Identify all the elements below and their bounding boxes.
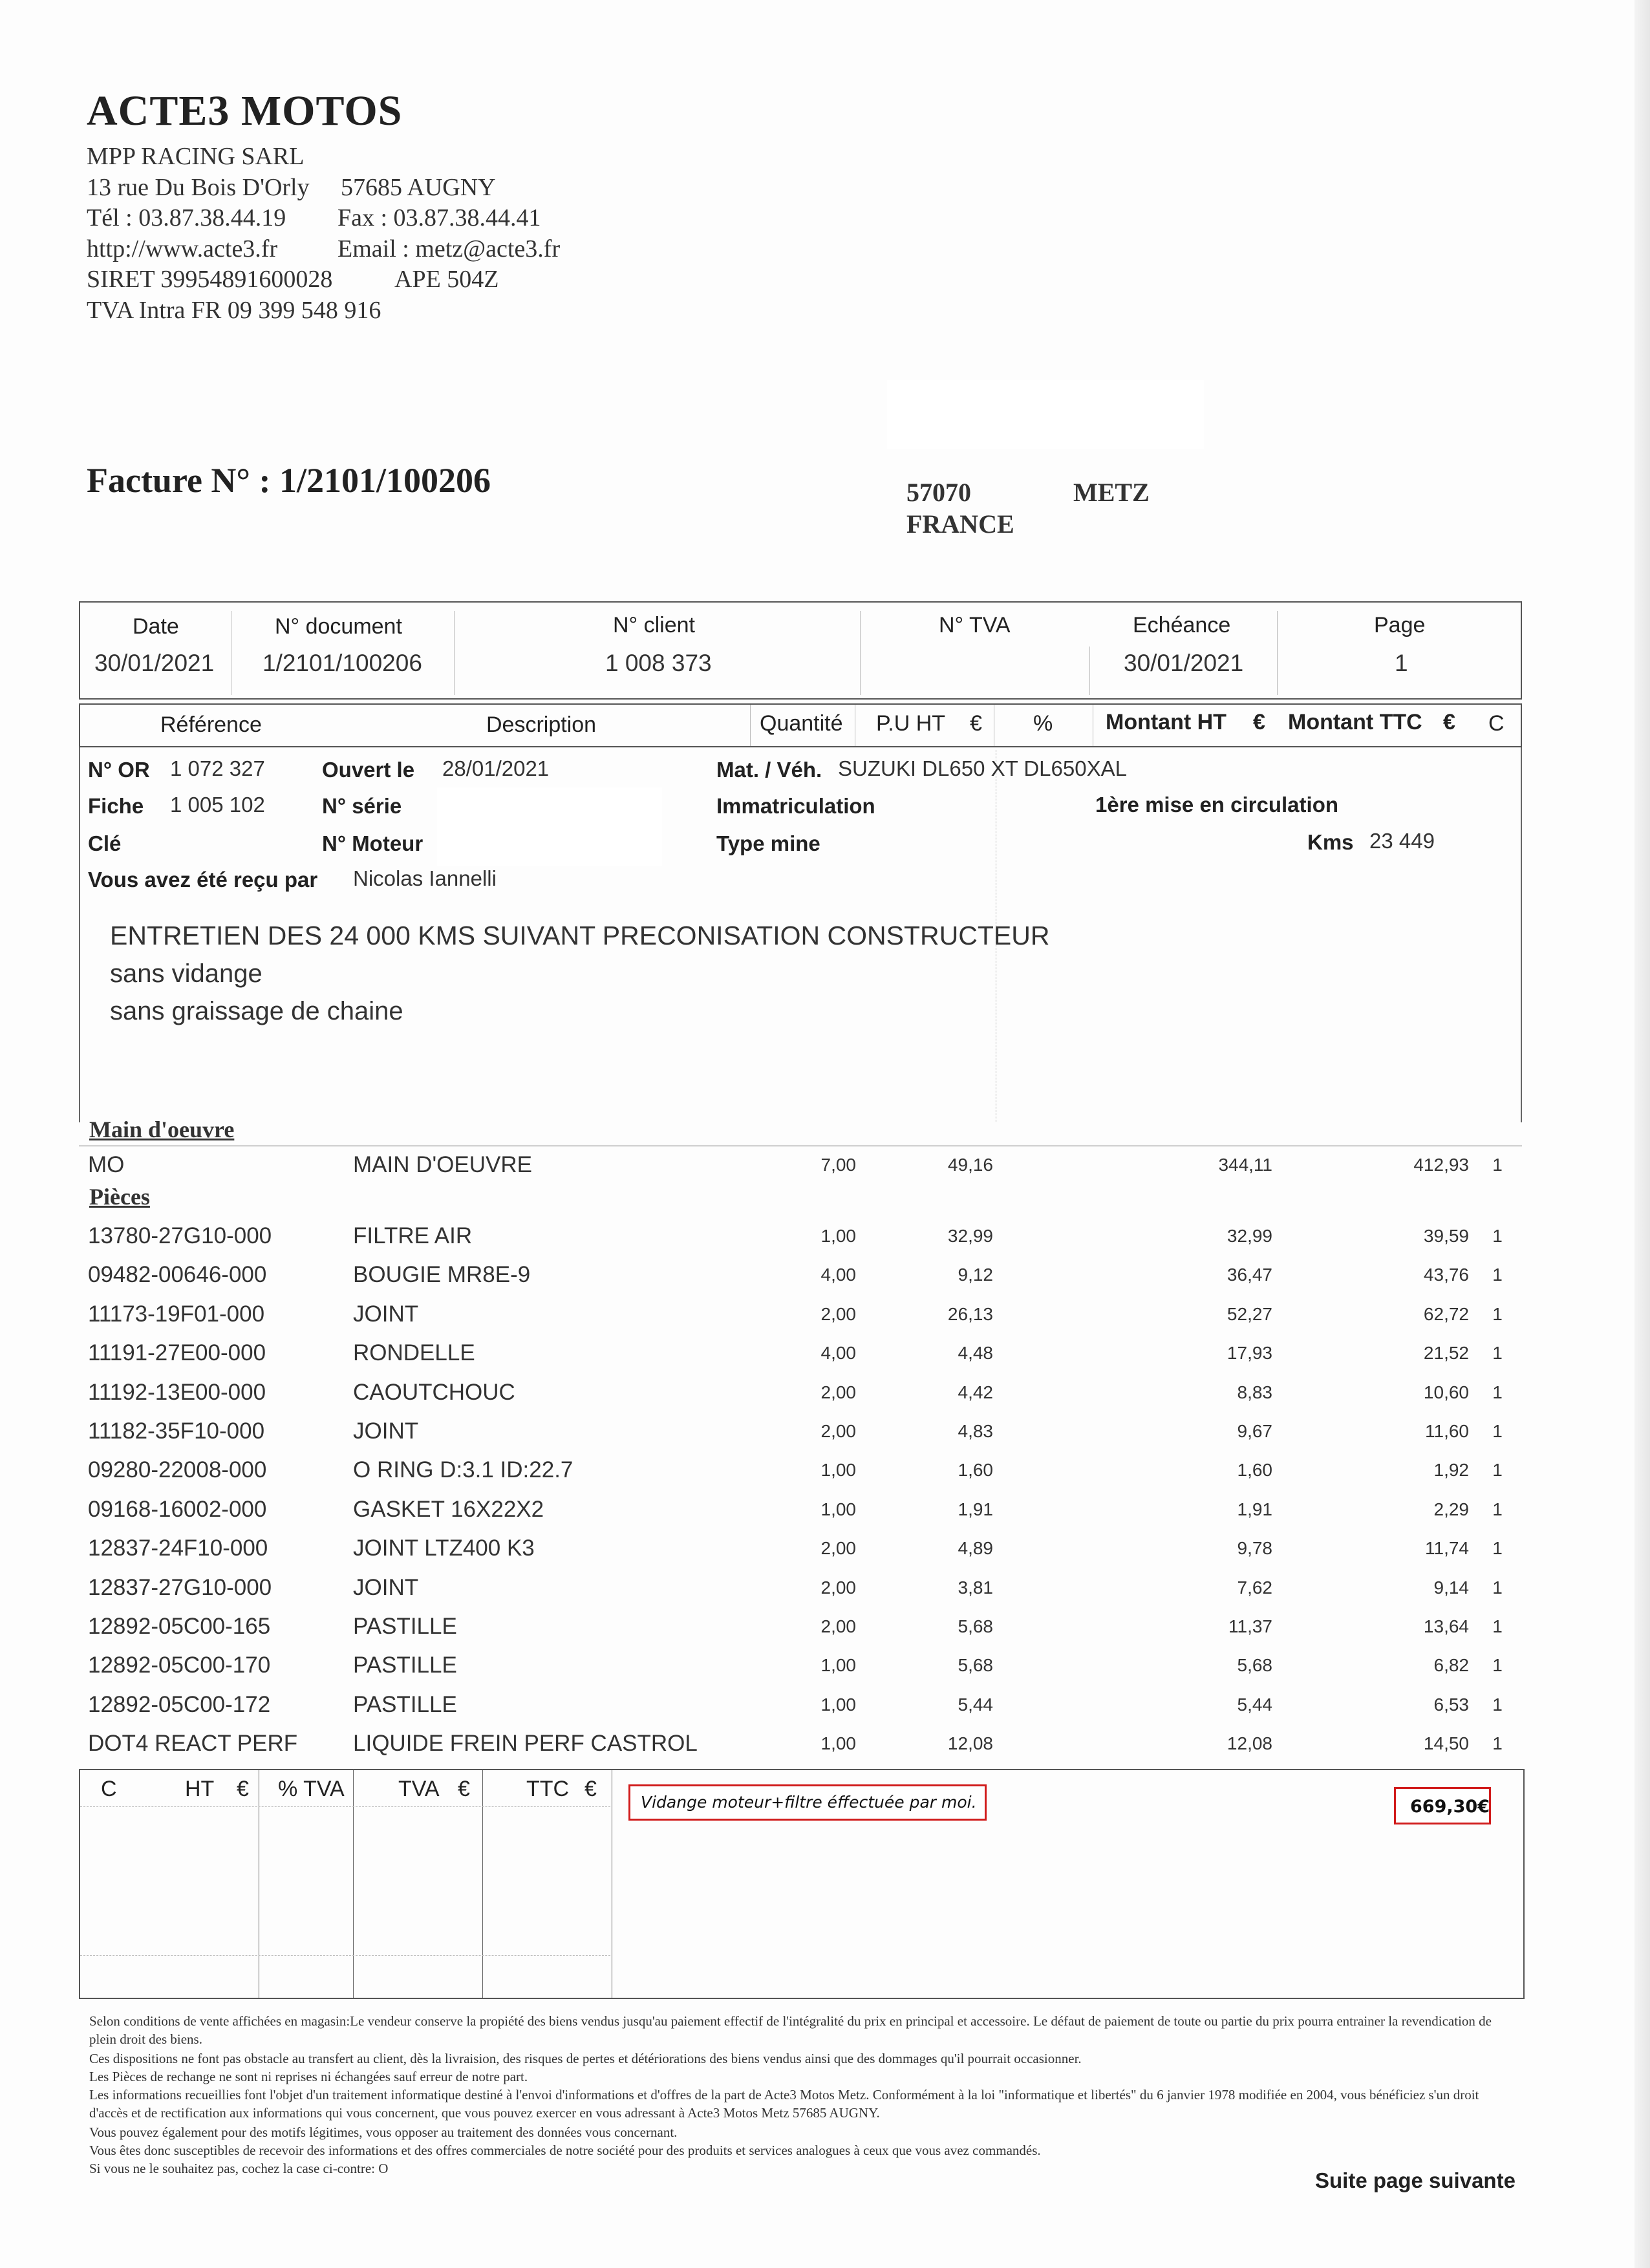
line-code: 1 <box>1492 1226 1503 1246</box>
line-desc: PASTILLE <box>353 1692 457 1717</box>
footer-legal-3: Les Pièces de rechange ne sont ni reprises ni échangées sauf erreur de notre part. <box>89 2069 528 2084</box>
line-amount-ht: 36,47 <box>1227 1265 1272 1285</box>
order-opened-value: 28/01/2021 <box>442 756 550 780</box>
line-amount-ttc: 10,60 <box>1423 1382 1469 1402</box>
line-amount-ht: 5,44 <box>1237 1695 1272 1715</box>
line-unit-price: 12,08 <box>947 1733 993 1753</box>
line-qty: 2,00 <box>820 1616 856 1636</box>
info-document: 1/2101/100206 <box>262 650 422 676</box>
col-amount-ttc: Montant TTC <box>1288 710 1422 734</box>
line-amount-ht: 9,78 <box>1237 1538 1272 1558</box>
line-code: 1 <box>1492 1421 1503 1441</box>
line-qty: 4,00 <box>820 1343 856 1363</box>
line-amount-ht: 32,99 <box>1227 1226 1272 1246</box>
line-desc: FILTRE AIR <box>353 1223 473 1248</box>
work-description-line-1: sans vidange <box>110 959 262 988</box>
col-amount-ht: Montant HT <box>1106 710 1227 734</box>
footer-legal-6: Vous êtes donc susceptibles de recevoir des informations et des offres commerciales de notre société pour des produits et services analogues à ceux que vous avez commandés. <box>89 2143 1041 2158</box>
line-amount-ttc: 21,52 <box>1423 1343 1469 1363</box>
line-desc: O RING D:3.1 ID:22.7 <box>353 1457 573 1482</box>
company-tva-intra: TVA Intra FR 09 399 548 916 <box>87 297 381 324</box>
line-qty: 1,00 <box>820 1499 856 1519</box>
line-amount-ttc: 1,92 <box>1433 1460 1469 1480</box>
line-desc: JOINT <box>353 1575 419 1600</box>
footer-legal-1: Selon conditions de vente affichées en magasin:Le vendeur conserve la propiété des biens vendus jusqu'au paiement effectif de l'intégralité du prix en principal et accessoire. Le défaut de paiement de toute ou partie du prix pourra entrainer la revendication de plein droit des biens. <box>89 2013 1492 2047</box>
line-desc: BOUGIE MR8E-9 <box>353 1262 531 1287</box>
line-desc: GASKET 16X22X2 <box>353 1497 544 1522</box>
line-unit-price: 1,91 <box>958 1499 993 1519</box>
line-ref: 09168-16002-000 <box>88 1497 267 1522</box>
line-desc: JOINT <box>353 1301 419 1327</box>
order-or-value: 1 072 327 <box>170 756 265 780</box>
footer-legal-7: Si vous ne le souhaitez pas, cochez la case ci-contre: O <box>89 2161 389 2176</box>
line-desc: PASTILLE <box>353 1614 457 1639</box>
invoice-title: Facture N° : 1/2101/100206 <box>87 461 491 500</box>
parts-section-title: Pièces <box>89 1184 150 1210</box>
footer-legal-4: Les informations recueillies font l'objet d'un traitement informatique destiné à l'envoi d'informations et d'offres de la part de Acte3 Motos Metz. Conformément à la loi "informatique et libertés" du 6 janvier 1978 modifiée en 2004, vous bénéficiez s'un droit d'accès et de rectification aux informations qui vous concernent, que vous pouvez exercer en vous adressant à Acte3 Motos Metz 57685 AUGNY. <box>89 2087 1479 2121</box>
line-amount-ttc: 6,82 <box>1433 1655 1469 1675</box>
scan-edge <box>1634 0 1650 2268</box>
order-type-mine-label: Type mine <box>716 831 820 855</box>
company-ape: APE 504Z <box>394 266 499 293</box>
line-amount-ttc: 9,14 <box>1433 1578 1469 1598</box>
totals-col-cur2: € <box>458 1777 470 1801</box>
line-amount-ht: 1,60 <box>1237 1460 1272 1480</box>
order-moteur-label: N° Moteur <box>322 831 423 855</box>
recipient-city: METZ <box>1073 478 1150 507</box>
col-currency-2: € <box>1253 710 1265 734</box>
company-email[interactable]: Email : metz@acte3.fr <box>338 235 561 262</box>
order-opened-label: Ouvert le <box>322 758 415 782</box>
line-desc: JOINT LTZ400 K3 <box>353 1535 535 1561</box>
line-desc: CAOUTCHOUC <box>353 1380 515 1405</box>
recipient-postcode: 57070 <box>906 478 971 507</box>
line-ref: 11191-27E00-000 <box>88 1340 266 1365</box>
line-unit-price: 3,81 <box>958 1578 993 1598</box>
line-amount-ht: 1,91 <box>1237 1499 1272 1519</box>
line-qty: 7,00 <box>820 1155 856 1175</box>
footer-legal-2: Ces dispositions ne font pas obstacle au transfert au client, dès la livraision, des risques de pertes et détériorations des biens vendus ainsi que des dommages qu'il pourrait occasionner. <box>89 2051 1082 2066</box>
info-date: 30/01/2021 <box>94 650 215 676</box>
line-ref: 11173-19F01-000 <box>88 1301 265 1327</box>
line-code: 1 <box>1492 1304 1503 1324</box>
line-ref: MO <box>88 1152 125 1177</box>
line-qty: 1,00 <box>820 1226 856 1246</box>
line-unit-price: 5,68 <box>958 1655 993 1675</box>
line-qty: 2,00 <box>820 1304 856 1324</box>
company-siret: SIRET 39954891600028 <box>87 266 333 293</box>
line-code: 1 <box>1492 1538 1503 1558</box>
line-amount-ht: 52,27 <box>1227 1304 1272 1324</box>
line-amount-ttc: 11,74 <box>1425 1538 1469 1558</box>
line-amount-ttc: 412,93 <box>1413 1155 1469 1175</box>
line-amount-ht: 17,93 <box>1227 1343 1272 1363</box>
company-phone: Tél : 03.87.38.44.19 <box>87 204 286 231</box>
totals-col-tva: TVA <box>398 1777 440 1801</box>
line-unit-price: 9,12 <box>958 1265 993 1285</box>
info-client: 1 008 373 <box>605 650 712 676</box>
line-qty: 4,00 <box>820 1265 856 1285</box>
line-unit-price: 26,13 <box>947 1304 993 1324</box>
col-reference: Référence <box>160 712 262 737</box>
order-cle-label: Clé <box>88 831 122 855</box>
line-ref: 09280-22008-000 <box>88 1457 267 1482</box>
line-amount-ht: 11,37 <box>1228 1616 1272 1636</box>
annotation-note-box <box>628 1784 987 1821</box>
line-code: 1 <box>1492 1695 1503 1715</box>
line-amount-ttc: 43,76 <box>1423 1265 1469 1285</box>
line-code: 1 <box>1492 1155 1503 1175</box>
line-unit-price: 5,68 <box>958 1616 993 1636</box>
col-quantity: Quantité <box>760 711 843 736</box>
line-qty: 1,00 <box>820 1695 856 1715</box>
recipient-country: FRANCE <box>906 509 1014 539</box>
redacted-recipient-name <box>887 380 1204 449</box>
company-name: ACTE3 MOTOS <box>87 87 403 134</box>
line-qty: 2,00 <box>820 1578 856 1598</box>
order-serie-label: N° série <box>322 794 402 818</box>
line-unit-price: 5,44 <box>958 1695 993 1715</box>
work-description-line-2: sans graissage de chaine <box>110 997 403 1025</box>
line-ref: 12837-24F10-000 <box>88 1535 268 1561</box>
info-header-due: Echéance <box>1133 613 1231 637</box>
line-amount-ht: 9,67 <box>1237 1421 1272 1441</box>
line-unit-price: 4,42 <box>958 1382 993 1402</box>
col-currency-1: € <box>970 711 982 736</box>
line-amount-ttc: 11,60 <box>1425 1421 1469 1441</box>
line-ref: 12837-27G10-000 <box>88 1575 272 1600</box>
order-kms-label: Kms <box>1307 830 1354 854</box>
col-currency-3: € <box>1443 710 1455 734</box>
line-qty: 2,00 <box>820 1421 856 1441</box>
line-amount-ttc: 2,29 <box>1433 1499 1469 1519</box>
company-street: 13 rue Du Bois D'Orly <box>87 174 310 201</box>
info-header-date: Date <box>133 614 179 639</box>
order-kms-value: 23 449 <box>1369 829 1435 853</box>
line-ref: 12892-05C00-170 <box>88 1653 271 1678</box>
totals-col-cur1: € <box>237 1777 249 1801</box>
info-header-page: Page <box>1374 613 1426 637</box>
line-desc: JOINT <box>353 1418 419 1444</box>
line-amount-ttc: 6,53 <box>1433 1695 1469 1715</box>
line-desc: PASTILLE <box>353 1653 457 1678</box>
line-amount-ttc: 62,72 <box>1423 1304 1469 1324</box>
order-fiche-label: Fiche <box>88 794 144 818</box>
company-fax: Fax : 03.87.38.44.41 <box>338 204 541 231</box>
line-code: 1 <box>1492 1460 1503 1480</box>
footer-legal-5: Vous pouvez également pour des motifs légitimes, vous opposer au traitement des données vous concernant. <box>89 2124 678 2140</box>
line-unit-price: 4,48 <box>958 1343 993 1363</box>
work-description-title: ENTRETIEN DES 24 000 KMS SUIVANT PRECONISATION CONSTRUCTEUR <box>110 921 1050 950</box>
totals-col-ttc: TTC <box>526 1777 570 1801</box>
company-website[interactable]: http://www.acte3.fr <box>87 235 278 262</box>
order-immat-label: Immatriculation <box>716 794 875 818</box>
info-header-client: N° client <box>613 613 695 637</box>
line-qty: 1,00 <box>820 1655 856 1675</box>
line-desc: LIQUIDE FREIN PERF CASTROL <box>353 1731 698 1756</box>
continued-label: Suite page suivante <box>1315 2168 1516 2192</box>
line-qty: 2,00 <box>820 1382 856 1402</box>
line-amount-ht: 12,08 <box>1227 1733 1272 1753</box>
order-received-label: Vous avez été reçu par <box>88 868 318 892</box>
line-ref: 11182-35F10-000 <box>88 1418 265 1444</box>
line-code: 1 <box>1492 1265 1503 1285</box>
line-desc: MAIN D'OEUVRE <box>353 1152 532 1177</box>
line-code: 1 <box>1492 1616 1503 1636</box>
line-amount-ttc: 39,59 <box>1423 1226 1469 1246</box>
line-ref: 12892-05C00-165 <box>88 1614 271 1639</box>
line-unit-price: 4,83 <box>958 1421 993 1441</box>
line-unit-price: 4,89 <box>958 1538 993 1558</box>
annotation-total: 669,30€ <box>1410 1797 1490 1817</box>
info-due: 30/01/2021 <box>1124 650 1244 676</box>
line-ref: DOT4 REACT PERF <box>88 1731 298 1756</box>
col-description: Description <box>486 712 597 737</box>
company-legal-name: MPP RACING SARL <box>87 143 305 170</box>
line-unit-price: 32,99 <box>947 1226 993 1246</box>
line-code: 1 <box>1492 1343 1503 1363</box>
info-header-tva: N° TVA <box>939 613 1011 637</box>
line-amount-ht: 8,83 <box>1237 1382 1272 1402</box>
company-city: 57685 AUGNY <box>341 174 496 201</box>
line-qty: 2,00 <box>820 1538 856 1558</box>
info-page: 1 <box>1395 650 1408 676</box>
annotation-total-box <box>1394 1787 1491 1824</box>
col-percent: % <box>1033 711 1053 736</box>
line-amount-ttc: 13,64 <box>1423 1616 1469 1636</box>
line-unit-price: 1,60 <box>958 1460 993 1480</box>
line-ref: 11192-13E00-000 <box>88 1380 266 1405</box>
line-code: 1 <box>1492 1655 1503 1675</box>
line-code: 1 <box>1492 1733 1503 1753</box>
redacted-serial-numbers <box>437 787 662 866</box>
line-ref: 09482-00646-000 <box>88 1262 267 1287</box>
line-unit-price: 49,16 <box>947 1155 993 1175</box>
line-qty: 1,00 <box>820 1460 856 1480</box>
totals-col-cur3: € <box>584 1777 597 1801</box>
line-code: 1 <box>1492 1499 1503 1519</box>
line-amount-ht: 5,68 <box>1237 1655 1272 1675</box>
order-vehicle-label: Mat. / Véh. <box>716 758 822 782</box>
totals-col-pct-tva: % TVA <box>278 1777 345 1801</box>
line-qty: 1,00 <box>820 1733 856 1753</box>
order-or-label: N° OR <box>88 758 150 782</box>
order-fiche-value: 1 005 102 <box>170 793 265 817</box>
order-received-value: Nicolas Iannelli <box>353 866 497 890</box>
info-header-document: N° document <box>275 614 402 639</box>
totals-col-ht: HT <box>185 1777 215 1801</box>
line-amount-ht: 7,62 <box>1237 1578 1272 1598</box>
line-ref: 13780-27G10-000 <box>88 1223 272 1248</box>
line-code: 1 <box>1492 1578 1503 1598</box>
col-unit-price: P.U HT <box>876 711 946 736</box>
line-desc: RONDELLE <box>353 1340 475 1365</box>
line-amount-ht: 344,11 <box>1218 1155 1272 1175</box>
line-code: 1 <box>1492 1382 1503 1402</box>
annotation-note: Vidange moteur+filtre éffectuée par moi. <box>641 1793 977 1812</box>
col-code: C <box>1488 711 1505 736</box>
totals-col-c: C <box>101 1777 117 1801</box>
line-ref: 12892-05C00-172 <box>88 1692 271 1717</box>
order-vehicle-value: SUZUKI DL650 XT DL650XAL <box>838 756 1127 780</box>
line-amount-ttc: 14,50 <box>1423 1733 1469 1753</box>
labour-section-title: Main d'oeuvre <box>89 1117 235 1142</box>
order-first-circulation-label: 1ère mise en circulation <box>1095 793 1339 817</box>
